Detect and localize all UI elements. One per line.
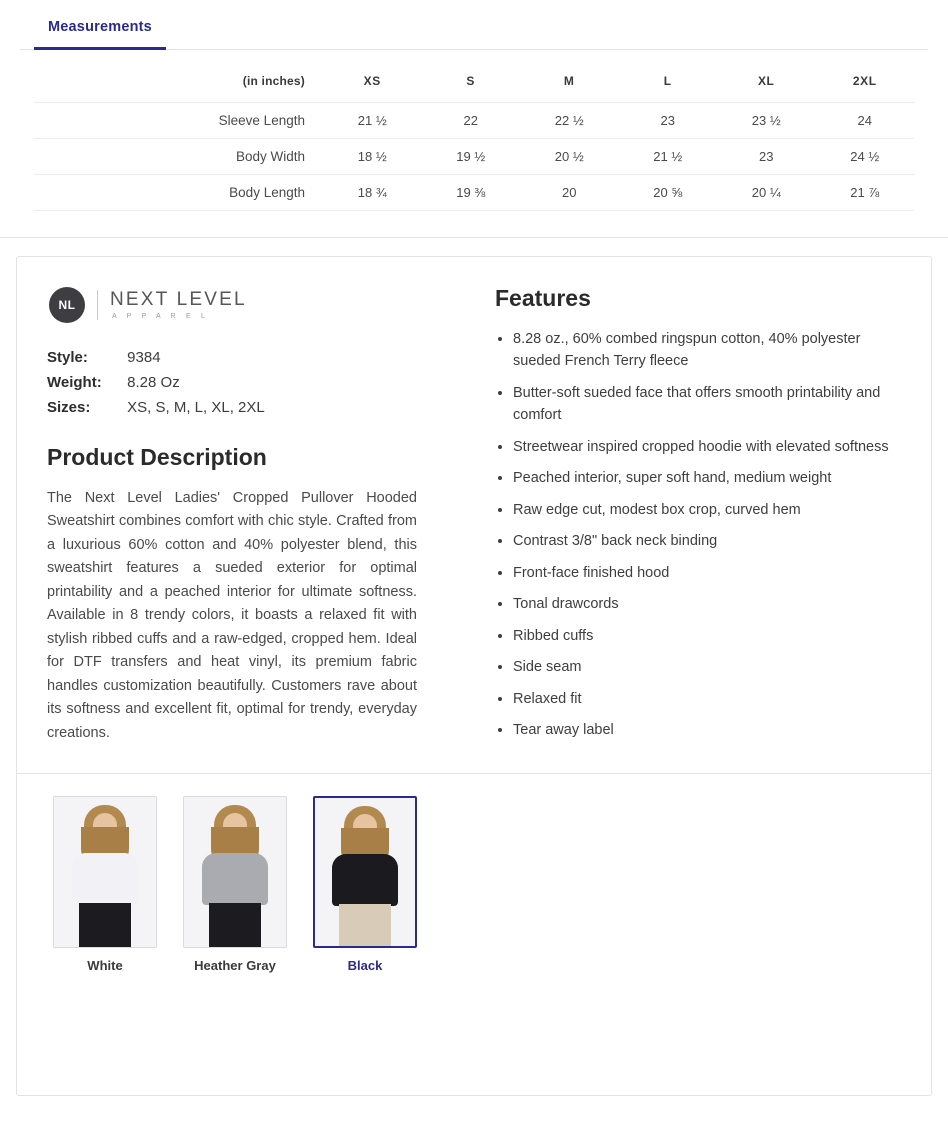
product-left-column: [47, 279, 447, 745]
col-header-xs: XS: [363, 74, 381, 88]
list-item: • Ribbed cuffs: [513, 625, 901, 647]
tab-measurements[interactable]: Measurements: [34, 19, 166, 50]
color-swatch-black-label: Black: [347, 957, 383, 973]
row-label-body-width: Body Width: [235, 149, 305, 164]
section-divider: [0, 237, 948, 238]
row-label-sleeve-length: Sleeve Length: [218, 113, 305, 128]
col-header-l: L: [663, 74, 672, 88]
list-item: • Peached interior, super soft hand, medium weight: [513, 467, 901, 489]
color-swatch-white-image[interactable]: [53, 796, 157, 948]
cell-sleeve-l: 23: [660, 113, 675, 128]
row-label-body-length: Body Length: [229, 185, 305, 200]
measurements-section: [34, 64, 914, 211]
table-row: [34, 139, 914, 175]
list-item: • Relaxed fit: [513, 688, 901, 710]
col-header-2xl: 2XL: [852, 74, 877, 88]
cell-sleeve-s: 22: [463, 113, 478, 128]
col-header-m: M: [563, 74, 575, 88]
cell-length-xs: 18 ¾: [357, 185, 387, 200]
product-description-heading: Product Description: [47, 444, 267, 470]
product-right-column: [447, 279, 901, 751]
table-row: [34, 175, 914, 211]
list-item: • Streetwear inspired cropped hoodie with elevated softness: [513, 436, 901, 458]
brand-text: [110, 290, 247, 320]
brand-name: NEXT LEVEL: [110, 288, 247, 310]
list-item: • Contrast 3/8" back neck binding: [513, 530, 901, 552]
list-item: • Tear away label: [513, 719, 901, 741]
color-swatch-white[interactable]: [53, 796, 157, 973]
measurements-unit-label: (in inches): [242, 74, 305, 88]
spec-sizes: [47, 399, 417, 416]
color-swatch-white-label: White: [87, 957, 123, 973]
features-list: [495, 328, 901, 742]
brand-badge-icon: NL: [49, 287, 85, 323]
product-description-text: The Next Level Ladies' Cropped Pullover Hooded Sweatshirt combines comfort with chic style. Crafted from a luxurious 60% cotton and 40% polyester blend, this sweatshirt features a sueded exterior for optimal printability and a peached interior for ultimate softness. Available in 8 trendy colors, it boasts a relaxed fit with stylish ribbed cuffs and a raw-edged, cropped hem. Ideal for DTF transfers and heat vinyl, its premium fabric handles customization beautifully. Customers rave about its softness and excellent fit, optimal for trendy, everyday creations.: [47, 490, 417, 741]
color-swatch-black-image[interactable]: [313, 796, 417, 948]
cell-length-xl: 20 ¼: [751, 185, 781, 200]
features-heading: Features: [495, 285, 591, 311]
spec-style-value: 9384: [127, 349, 161, 366]
cell-width-xs: 18 ½: [357, 149, 387, 164]
tab-bar: [20, 0, 928, 50]
spec-weight-value: 8.28 Oz: [127, 374, 180, 391]
cell-sleeve-m: 22 ½: [554, 113, 584, 128]
color-swatch-black[interactable]: [313, 796, 417, 973]
color-swatch-heather-gray[interactable]: [183, 796, 287, 973]
list-item: • 8.28 oz., 60% combed ringspun cotton, 40% polyester sueded French Terry fleece: [513, 328, 901, 373]
col-header-s: S: [466, 74, 476, 88]
brand-logo: [49, 287, 417, 323]
cell-length-2xl: 21 ⅞: [850, 185, 880, 200]
list-item: • Front-face finished hood: [513, 562, 901, 584]
product-info-card: [16, 256, 932, 1096]
cell-width-2xl: 24 ½: [850, 149, 880, 164]
cell-sleeve-xl: 23 ½: [751, 113, 781, 128]
list-item: • Butter-soft sueded face that offers smooth printability and comfort: [513, 382, 901, 427]
product-columns: [47, 279, 901, 751]
cell-sleeve-2xl: 24: [857, 113, 872, 128]
color-swatch-heather-gray-label: Heather Gray: [194, 957, 276, 973]
cell-length-m: 20: [562, 185, 577, 200]
cell-width-l: 21 ½: [653, 149, 683, 164]
swatch-divider: [17, 773, 931, 774]
cell-length-s: 19 ⅜: [456, 185, 486, 200]
cell-length-l: 20 ⅝: [653, 185, 683, 200]
spec-style: [47, 349, 417, 366]
measurements-table-head: [34, 64, 914, 103]
measurements-table: [34, 64, 914, 211]
list-item: • Raw edge cut, modest box crop, curved hem: [513, 499, 901, 521]
measurements-table-body: [34, 103, 914, 211]
spec-style-label: Style:: [47, 349, 88, 366]
list-item: • Side seam: [513, 656, 901, 678]
spec-weight: [47, 374, 417, 391]
spec-sizes-label: Sizes:: [47, 399, 91, 416]
cell-width-m: 20 ½: [554, 149, 584, 164]
color-swatch-list: [53, 796, 901, 973]
cell-sleeve-xs: 21 ½: [357, 113, 387, 128]
cell-width-xl: 23: [759, 149, 774, 164]
brand-subtitle: A P P A R E L: [112, 312, 210, 320]
spec-sizes-value: XS, S, M, L, XL, 2XL: [127, 399, 265, 416]
brand-divider: [97, 290, 98, 320]
spec-weight-label: Weight:: [47, 374, 102, 391]
color-swatch-heather-gray-image[interactable]: [183, 796, 287, 948]
list-item: • Tonal drawcords: [513, 593, 901, 615]
table-row: [34, 103, 914, 139]
col-header-xl: XL: [757, 74, 775, 88]
cell-width-s: 19 ½: [456, 149, 486, 164]
table-header-row: [34, 64, 914, 103]
